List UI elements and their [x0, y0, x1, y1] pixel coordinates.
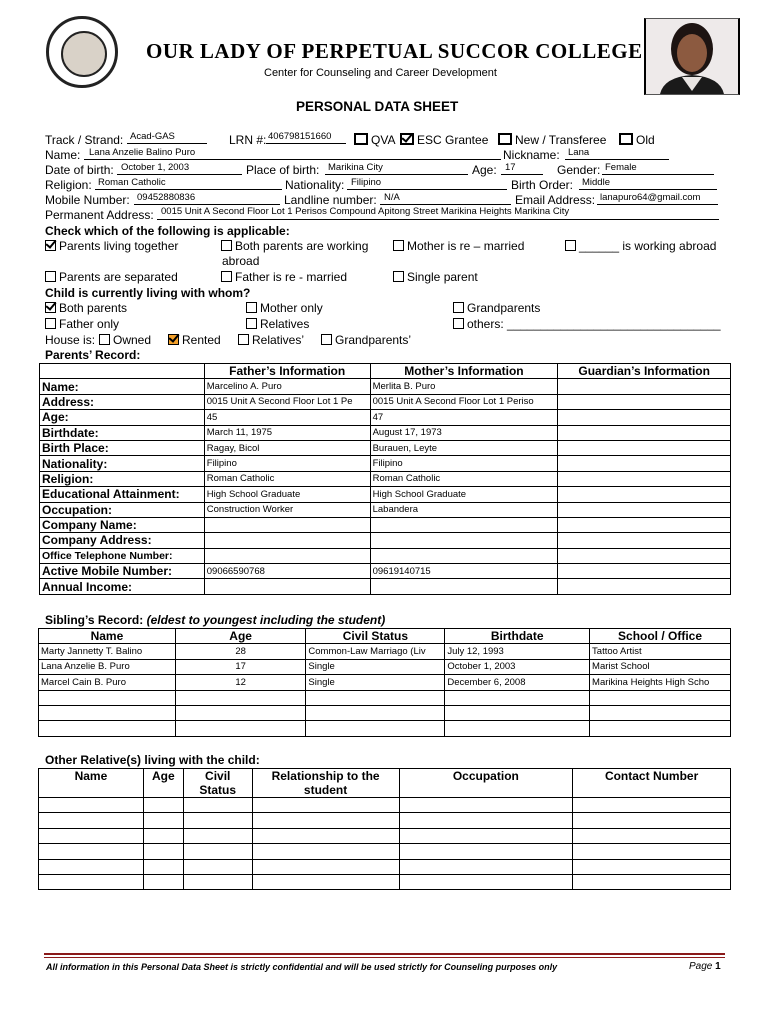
siblings-cell[interactable]: Marikina Heights High Scho: [590, 675, 731, 690]
parents-cell[interactable]: [204, 533, 370, 548]
working-abroad-option[interactable]: ______ is working abroad: [565, 239, 716, 253]
father-remarried-checkbox[interactable]: [221, 271, 232, 282]
living-heading: Child is currently living with whom?: [45, 286, 251, 300]
relatives-row: [39, 844, 731, 859]
grandparents-house-checkbox[interactable]: [321, 334, 332, 345]
siblings-row: [39, 705, 731, 720]
relatives-row: [39, 828, 731, 843]
relatives-cell[interactable]: [252, 813, 399, 828]
parents-cell[interactable]: [204, 579, 370, 594]
student-photo: [644, 18, 740, 95]
parents-cell[interactable]: [370, 548, 558, 563]
gender-value[interactable]: Female: [605, 162, 637, 173]
parents-row-label: Company Name:: [40, 517, 205, 532]
house-label: House is:: [45, 333, 96, 347]
parents-col-header: Father’s Information: [204, 364, 370, 379]
parents-cell[interactable]: [558, 379, 731, 394]
siblings-table: [38, 628, 731, 737]
dob-label: Date of birth:: [45, 163, 114, 177]
track-label: Track / Strand:: [45, 133, 124, 147]
landline-value[interactable]: N/A: [384, 192, 400, 203]
parents-cell[interactable]: [558, 487, 731, 502]
page-number: Page 1: [689, 961, 721, 972]
both-parents-checkbox[interactable]: [45, 302, 56, 313]
parents-cell[interactable]: August 17, 1973: [370, 425, 558, 440]
parents-cell[interactable]: 09619140715: [370, 564, 558, 579]
parents-cell[interactable]: Merlita B. Puro: [370, 379, 558, 394]
age-label: Age:: [472, 163, 497, 177]
parents-together-option[interactable]: Parents living together: [45, 239, 178, 253]
parents-cell[interactable]: [558, 517, 731, 532]
old-checkbox[interactable]: [619, 133, 633, 145]
siblings-cell[interactable]: [445, 705, 590, 720]
relatives-option[interactable]: Relatives: [246, 317, 309, 331]
parents-row: [40, 440, 731, 455]
parents-together-checkbox[interactable]: [45, 240, 56, 251]
old-option[interactable]: Old: [619, 133, 655, 147]
qva-option[interactable]: QVA: [354, 133, 395, 147]
parents-row: [40, 379, 731, 394]
parents-cell[interactable]: [558, 425, 731, 440]
parents-heading: Parents’ Record:: [45, 348, 141, 362]
relatives-cell[interactable]: [39, 813, 144, 828]
parents-cell[interactable]: [204, 548, 370, 563]
relatives-table: [38, 768, 731, 890]
siblings-cell[interactable]: [39, 705, 176, 720]
siblings-row: [39, 675, 731, 690]
siblings-cell[interactable]: [39, 721, 176, 736]
siblings-cell[interactable]: Marist School: [590, 659, 731, 674]
relatives-col-header: Occupation: [399, 769, 573, 798]
relatives-cell[interactable]: [39, 874, 144, 889]
parents-cell[interactable]: 47: [370, 410, 558, 425]
siblings-cell[interactable]: Single: [306, 659, 445, 674]
birth-order-label: Birth Order:: [511, 178, 574, 192]
relatives-heading: Other Relative(s) living with the child:: [45, 753, 260, 767]
siblings-cell[interactable]: [445, 690, 590, 705]
parents-cell[interactable]: Burauen, Leyte: [370, 440, 558, 455]
relatives-row: [39, 874, 731, 889]
pob-label: Place of birth:: [246, 163, 320, 177]
parents-row: [40, 456, 731, 471]
siblings-cell[interactable]: Lana Anzelie B. Puro: [39, 659, 176, 674]
relatives-cell[interactable]: [39, 859, 144, 874]
parents-row: [40, 564, 731, 579]
esc-option[interactable]: ESC Grantee: [400, 133, 488, 147]
parents-cell[interactable]: Labandera: [370, 502, 558, 517]
parents-row: [40, 394, 731, 409]
nickname-label: Nickname:: [503, 148, 560, 162]
parents-row-label: Educational Attainment:: [40, 487, 205, 502]
parents-cell[interactable]: Filipino: [204, 456, 370, 471]
parents-row: [40, 517, 731, 532]
relatives-cell[interactable]: [183, 828, 252, 843]
relatives-cell[interactable]: [183, 874, 252, 889]
birth-order-value[interactable]: Middle: [582, 177, 610, 188]
parents-row: [40, 425, 731, 440]
relatives-checkbox[interactable]: [246, 318, 257, 329]
relatives-col-header: Age: [143, 769, 183, 798]
parents-row: [40, 471, 731, 486]
both-working-checkbox[interactable]: [221, 240, 232, 251]
siblings-cell[interactable]: Single: [306, 675, 445, 690]
applicable-heading: Check which of the following is applicable:: [45, 224, 290, 238]
working-abroad-checkbox[interactable]: [565, 240, 576, 251]
siblings-row: [39, 644, 731, 659]
parents-cell[interactable]: [370, 579, 558, 594]
parents-cell[interactable]: [558, 410, 731, 425]
relatives-cell[interactable]: [252, 828, 399, 843]
mobile-label: Mobile Number:: [45, 193, 130, 207]
relatives-cell[interactable]: [183, 798, 252, 813]
single-parent-option[interactable]: Single parent: [393, 270, 478, 284]
both-parents-option[interactable]: Both parents: [45, 301, 127, 315]
relatives-cell[interactable]: [573, 813, 731, 828]
parents-row-label: Active Mobile Number:: [40, 564, 205, 579]
siblings-cell[interactable]: [39, 690, 176, 705]
relatives-cell[interactable]: [399, 844, 573, 859]
center-name: Center for Counseling and Career Development: [264, 67, 497, 79]
relatives-cell[interactable]: [573, 798, 731, 813]
mother-remarried-option[interactable]: Mother is re – married: [393, 239, 524, 253]
grandparents-checkbox[interactable]: [453, 302, 464, 313]
relatives-cell[interactable]: [143, 844, 183, 859]
mobile-value[interactable]: 09452880836: [137, 192, 196, 203]
name-value[interactable]: Lana Anzelie Balino Puro: [89, 147, 196, 158]
rented-option[interactable]: Rented: [168, 333, 221, 347]
relatives-cell[interactable]: [252, 844, 399, 859]
relatives-cell[interactable]: [143, 859, 183, 874]
lrn-value[interactable]: 406798151660: [268, 131, 332, 142]
parents-row: [40, 579, 731, 594]
both-working-option[interactable]: Both parents are working: [221, 239, 368, 253]
relatives-cell[interactable]: [143, 828, 183, 843]
owned-option[interactable]: Owned: [99, 333, 151, 347]
relatives-cell[interactable]: [183, 844, 252, 859]
email-value[interactable]: lanapuro64@gmail.com: [600, 192, 701, 203]
others-checkbox[interactable]: [453, 318, 464, 329]
parents-row-label: Annual Income:: [40, 579, 205, 594]
relatives-col-header: Contact Number: [573, 769, 731, 798]
parents-row-label: Office Telephone Number:: [40, 548, 205, 563]
siblings-cell[interactable]: [306, 721, 445, 736]
parents-cell[interactable]: [558, 471, 731, 486]
address-label: Permanent Address:: [45, 208, 154, 222]
relatives-cell[interactable]: [573, 874, 731, 889]
relatives-row: [39, 798, 731, 813]
grandparents-house-option[interactable]: Grandparents’: [321, 333, 411, 347]
relatives-col-header: Name: [39, 769, 144, 798]
parents-cell[interactable]: [558, 440, 731, 455]
relatives-col-header: Civil Status: [183, 769, 252, 798]
dob-value[interactable]: October 1, 2003: [121, 162, 190, 173]
pob-value[interactable]: Marikina City: [328, 162, 383, 173]
siblings-cell[interactable]: Marty Jannetty T. Balino: [39, 644, 176, 659]
confidentiality-note: All information in this Personal Data Sheet is strictly confidential and will be used strictly for Counseling purposes only: [46, 962, 558, 972]
siblings-cell[interactable]: 28: [175, 644, 306, 659]
siblings-col-header: Birthdate: [445, 629, 590, 644]
relatives-cell[interactable]: [252, 798, 399, 813]
single-parent-checkbox[interactable]: [393, 271, 404, 282]
siblings-col-header: Civil Status: [306, 629, 445, 644]
parents-row-label: Name:: [40, 379, 205, 394]
parents-row: [40, 533, 731, 548]
parents-cell[interactable]: 09066590768: [204, 564, 370, 579]
parents-cell[interactable]: 45: [204, 410, 370, 425]
relatives-house-option[interactable]: Relatives’: [238, 333, 304, 347]
siblings-row: [39, 721, 731, 736]
landline-label: Landline number:: [284, 193, 377, 207]
relatives-cell[interactable]: [143, 798, 183, 813]
parents-cell[interactable]: Roman Catholic: [204, 471, 370, 486]
relatives-cell[interactable]: [399, 813, 573, 828]
esc-checkbox[interactable]: [400, 133, 414, 145]
relatives-row: [39, 813, 731, 828]
address-value[interactable]: 0015 Unit A Second Floor Lot 1 Perisos Compound Apitong Street Marikina Heights Marikina City: [161, 206, 570, 217]
siblings-row: [39, 690, 731, 705]
parents-cell[interactable]: High School Graduate: [370, 487, 558, 502]
email-label: Email Address:: [515, 193, 596, 207]
siblings-heading: Sibling’s Record: (eldest to youngest including the student): [45, 613, 386, 627]
college-seal: [46, 16, 118, 88]
parents-cell[interactable]: [558, 456, 731, 471]
siblings-cell[interactable]: [175, 690, 306, 705]
parents-cell[interactable]: [558, 394, 731, 409]
parents-cell[interactable]: High School Graduate: [204, 487, 370, 502]
nationality-label: Nationality:: [285, 178, 345, 192]
relatives-cell[interactable]: [573, 859, 731, 874]
parents-col-header: [40, 364, 205, 379]
parents-row-label: Age:: [40, 410, 205, 425]
relatives-cell[interactable]: [399, 874, 573, 889]
parents-row-label: Religion:: [40, 471, 205, 486]
parents-cell[interactable]: Marcelino A. Puro: [204, 379, 370, 394]
owned-checkbox[interactable]: [99, 334, 110, 345]
siblings-cell[interactable]: Tattoo Artist: [590, 644, 731, 659]
college-name: OUR LADY OF PERPETUAL SUCCOR COLLEGE: [146, 39, 643, 63]
parents-row: [40, 548, 731, 563]
siblings-cell[interactable]: Common-Law Marriago (Liv: [306, 644, 445, 659]
religion-label: Religion:: [45, 178, 92, 192]
siblings-cell[interactable]: [590, 690, 731, 705]
siblings-cell[interactable]: July 12, 1993: [445, 644, 590, 659]
gender-label: Gender:: [557, 163, 601, 177]
siblings-cell[interactable]: Marcel Cain B. Puro: [39, 675, 176, 690]
new-transferee-option[interactable]: New / Transferee: [498, 133, 606, 147]
parents-row: [40, 502, 731, 517]
parents-row-label: Birthdate:: [40, 425, 205, 440]
father-remarried-option[interactable]: Father is re - married: [221, 270, 347, 284]
relatives-cell[interactable]: [143, 874, 183, 889]
nationality-value[interactable]: Filipino: [351, 177, 382, 188]
mother-only-option[interactable]: Mother only: [246, 301, 323, 315]
lrn-label: LRN #:: [229, 133, 267, 147]
nickname-value[interactable]: Lana: [568, 147, 590, 158]
parents-cell[interactable]: 0015 Unit A Second Floor Lot 1 Pe: [204, 394, 370, 409]
siblings-cell[interactable]: [175, 721, 306, 736]
parents-cell[interactable]: [558, 502, 731, 517]
parents-cell[interactable]: 0015 Unit A Second Floor Lot 1 Periso: [370, 394, 558, 409]
relatives-house-checkbox[interactable]: [238, 334, 249, 345]
siblings-row: [39, 659, 731, 674]
new-transferee-checkbox[interactable]: [498, 133, 512, 145]
name-label: Name:: [45, 148, 81, 162]
separated-checkbox[interactable]: [45, 271, 56, 282]
siblings-col-header: Age: [175, 629, 306, 644]
parents-cell[interactable]: [558, 548, 731, 563]
siblings-cell[interactable]: [306, 690, 445, 705]
relatives-cell[interactable]: [143, 813, 183, 828]
relatives-cell[interactable]: [399, 798, 573, 813]
parents-row-label: Address:: [40, 394, 205, 409]
parents-col-header: Mother’s Information: [370, 364, 558, 379]
parents-row: [40, 410, 731, 425]
religion-value[interactable]: Roman Catholic: [98, 177, 166, 188]
parents-row-label: Nationality:: [40, 456, 205, 471]
relatives-row: [39, 859, 731, 874]
siblings-cell[interactable]: [306, 705, 445, 720]
relatives-cell[interactable]: [252, 859, 399, 874]
parents-table: [39, 363, 731, 595]
separated-option[interactable]: Parents are separated: [45, 270, 178, 284]
rented-checkbox[interactable]: [168, 334, 179, 345]
parents-cell[interactable]: Construction Worker: [204, 502, 370, 517]
relatives-cell[interactable]: [39, 798, 144, 813]
siblings-col-header: School / Office: [590, 629, 731, 644]
parents-cell[interactable]: Roman Catholic: [370, 471, 558, 486]
father-only-checkbox[interactable]: [45, 318, 56, 329]
track-value[interactable]: Acad-GAS: [130, 131, 175, 142]
abroad-word: abroad: [222, 254, 260, 268]
parents-col-header: Guardian’s Information: [558, 364, 731, 379]
relatives-cell[interactable]: [252, 874, 399, 889]
footer-rule-bottom: [44, 957, 725, 958]
qva-checkbox[interactable]: [354, 133, 368, 145]
relatives-cell[interactable]: [399, 859, 573, 874]
relatives-cell[interactable]: [573, 844, 731, 859]
relatives-cell[interactable]: [573, 828, 731, 843]
parents-row-label: Company Address:: [40, 533, 205, 548]
parents-cell[interactable]: [370, 517, 558, 532]
parents-cell[interactable]: March 11, 1975: [204, 425, 370, 440]
page-title: PERSONAL DATA SHEET: [296, 99, 459, 114]
grandparents-option[interactable]: Grandparents: [453, 301, 540, 315]
father-only-option[interactable]: Father only: [45, 317, 119, 331]
others-option[interactable]: others: ________________________________: [453, 317, 721, 331]
relatives-cell[interactable]: [39, 828, 144, 843]
relatives-cell[interactable]: [183, 859, 252, 874]
relatives-col-header: Relationship to the student: [252, 769, 399, 798]
relatives-cell[interactable]: [39, 844, 144, 859]
siblings-cell[interactable]: 12: [175, 675, 306, 690]
siblings-cell[interactable]: October 1, 2003: [445, 659, 590, 674]
siblings-col-header: Name: [39, 629, 176, 644]
mother-remarried-checkbox[interactable]: [393, 240, 404, 251]
parents-cell[interactable]: [558, 579, 731, 594]
parents-row-label: Occupation:: [40, 502, 205, 517]
siblings-cell[interactable]: [590, 705, 731, 720]
parents-cell[interactable]: Filipino: [370, 456, 558, 471]
parents-row-label: Birth Place:: [40, 440, 205, 455]
age-value[interactable]: 17: [505, 162, 516, 173]
siblings-cell[interactable]: [175, 705, 306, 720]
siblings-cell[interactable]: 17: [175, 659, 306, 674]
footer-rule-top: [44, 953, 725, 955]
parents-cell[interactable]: [558, 533, 731, 548]
parents-row: [40, 487, 731, 502]
siblings-cell[interactable]: [590, 721, 731, 736]
parents-cell[interactable]: [204, 517, 370, 532]
relatives-cell[interactable]: [399, 828, 573, 843]
mother-only-checkbox[interactable]: [246, 302, 257, 313]
siblings-cell[interactable]: [445, 721, 590, 736]
parents-cell[interactable]: [558, 564, 731, 579]
parents-cell[interactable]: [370, 533, 558, 548]
parents-cell[interactable]: Ragay, Bicol: [204, 440, 370, 455]
siblings-cell[interactable]: December 6, 2008: [445, 675, 590, 690]
relatives-cell[interactable]: [183, 813, 252, 828]
